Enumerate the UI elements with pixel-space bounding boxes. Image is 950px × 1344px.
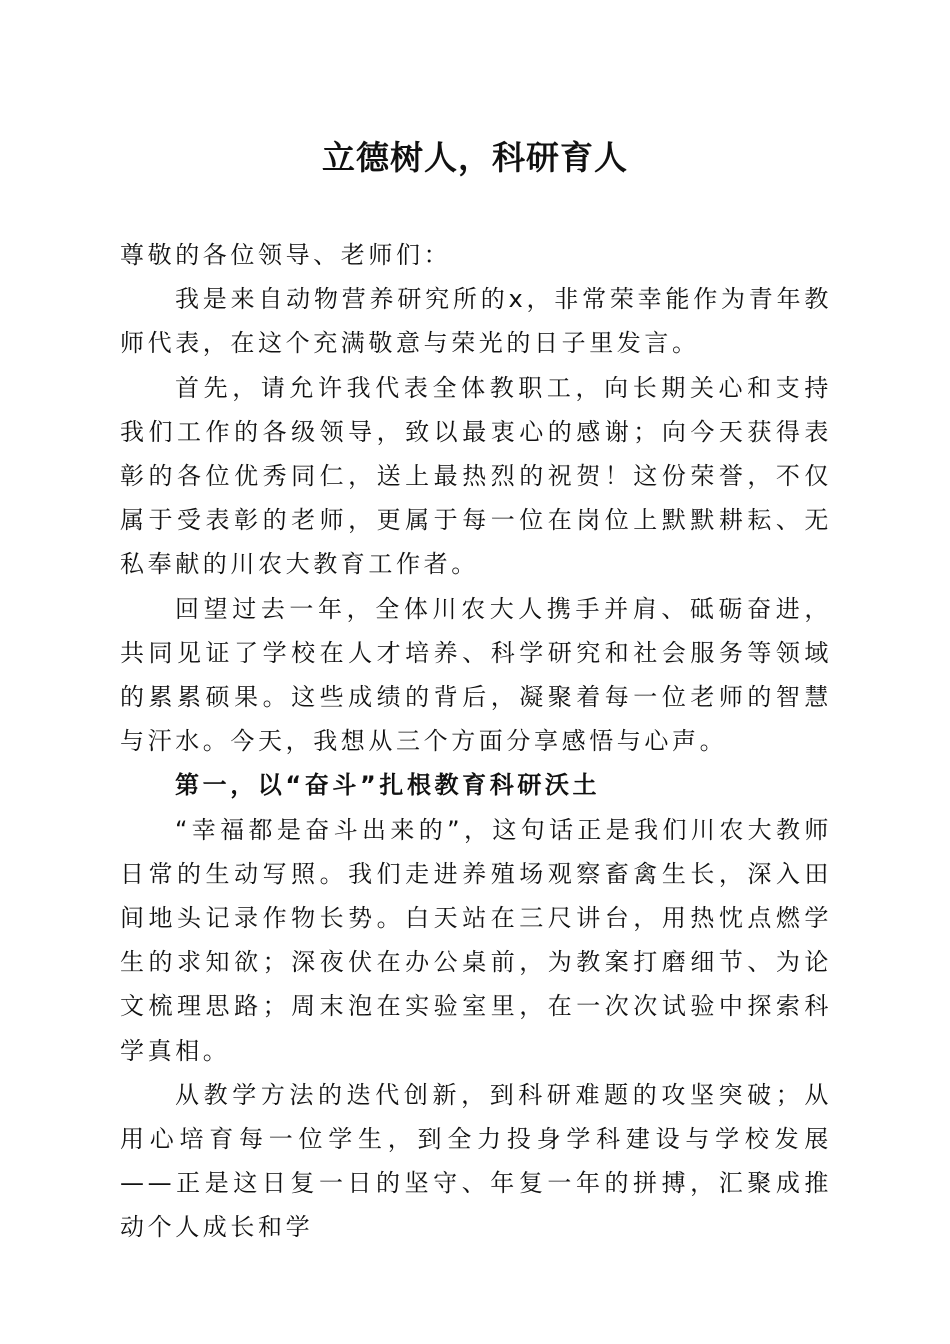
paragraph-struggle: “幸福都是奋斗出来的”，这句话正是我们川农大教师日常的生动写照。我们走进养殖场观察畜禽生长，深入田间地头记录作物长势。白天站在三尺讲台，用热忱点燃学生的求知欲；深夜伏在办公桌前，为教案打磨细节、为论文梳理思路；周末泡在实验室里，在一次次试验中探索科学真相。 <box>120 815 832 1065</box>
document-title: 立德树人，科研育人 <box>322 138 628 177</box>
paragraph-intro: 我是来自动物营养研究所的x，非常荣幸能作为青年教师代表，在这个充满敬意与荣光的日子里发言。 <box>120 285 832 358</box>
paragraph-review: 回望过去一年，全体川农大人携手并肩、砥砺奋进，共同见证了学校在人才培养、科学研究和社会服务等领域的累累硕果。这些成绩的背后，凝聚着每一位老师的智慧与汗水。今天，我想从三个方面分享感悟与心声。 <box>120 594 832 756</box>
salutation: 尊敬的各位领导、老师们： <box>120 241 452 269</box>
document-body <box>120 233 832 1250</box>
section-heading: 第一，以“奋斗”扎根教育科研沃土 <box>175 771 601 800</box>
paragraph-thanks: 首先，请允许我代表全体教职工，向长期关心和支持我们工作的各级领导，致以最衷心的感谢；向今天获得表彰的各位优秀同仁，送上最热烈的祝贺！这份荣誉，不仅属于受表彰的老师，更属于每一位在岗位上默默耕耘、无私奉献的川农大教育工作者。 <box>120 373 832 579</box>
paragraph-persistence: 从教学方法的迭代创新，到科研难题的攻坚突破；从用心培育每一位学生，到全力投身学科建设与学校发展——正是这日复一日的坚守、年复一年的拼搏，汇聚成推动个人成长和学 <box>120 1080 832 1242</box>
